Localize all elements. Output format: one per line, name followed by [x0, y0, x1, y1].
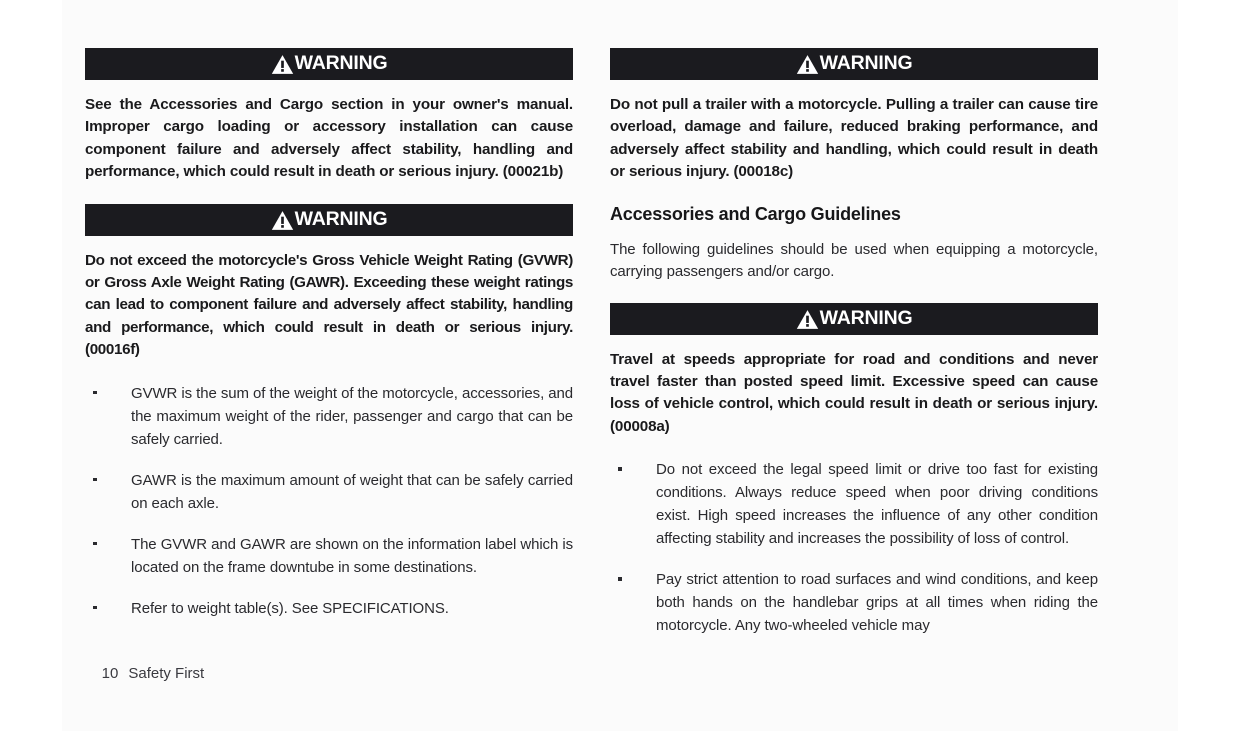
warning-triangle-icon	[271, 54, 294, 75]
warning-triangle-icon	[271, 210, 294, 231]
bullet-point-icon	[93, 542, 97, 546]
section-heading: Accessories and Cargo Guidelines	[610, 203, 901, 224]
warning-banner-label: WARNING	[819, 52, 913, 75]
list-item	[610, 458, 1098, 550]
bullet-list	[85, 382, 573, 620]
bullet-point-icon	[618, 467, 622, 471]
bullet-point-icon	[93, 391, 97, 395]
list-item	[610, 568, 1098, 637]
list-item	[85, 382, 573, 451]
bullet-list	[610, 458, 1098, 637]
list-item	[85, 469, 573, 515]
list-item-text: GVWR is the sum of the weight of the motorcycle, accessories, and the maximum weight of the rider, passenger and cargo that can be safely carried.	[131, 384, 573, 448]
document-page	[62, 0, 1178, 731]
warning-body-text: Do not exceed the motorcycle's Gross Vehicle Weight Rating (GVWR) or Gross Axle Weight Rating (GAWR). Exceeding these weight ratings can lead to component failure and adversely affect stability, handling and performance, which could result in death or serious injury. (00016f)	[85, 251, 573, 359]
list-item-text: GAWR is the maximum amount of weight that can be safely carried on each axle.	[131, 471, 573, 512]
warning-banner-inner	[271, 53, 388, 75]
warning-body-text: Do not pull a trailer with a motorcycle. Pulling a trailer can cause tire overload, damage and failure, reduced braking performance, and adversely affect stability and handling, which could result in death or serious injury. (00018c)	[610, 96, 1098, 181]
bullet-point-icon	[93, 478, 97, 482]
page-columns	[62, 0, 1178, 731]
page-footer	[85, 648, 204, 699]
list-item-text: Pay strict attention to road surfaces and wind conditions, and keep both hands on the handlebar grips at all times when riding the motorcycle. Any two-wheeled vehicle may	[656, 571, 1098, 635]
list-item-text: The GVWR and GAWR are shown on the information label which is located on the frame downtube in some destinations.	[131, 535, 573, 576]
footer-section-name: Safety First	[128, 665, 205, 682]
page-number: 10	[101, 665, 119, 682]
list-item-text: Refer to weight table(s). See SPECIFICATIONS.	[131, 599, 449, 617]
warning-banner-inner	[271, 209, 388, 231]
intro-paragraph: The following guidelines should be used when equipping a motorcycle, carrying passengers and/or cargo.	[610, 240, 1098, 280]
list-item-text: Do not exceed the legal speed limit or drive too fast for existing conditions. Always reduce speed when poor driving conditions exist. High speed increases the influence of any other condition affecting stability and increases the possibility of loss of control.	[656, 461, 1098, 548]
list-item	[85, 597, 573, 620]
warning-banner-label: WARNING	[819, 306, 913, 329]
warning-triangle-icon	[796, 54, 819, 75]
warning-banner-label: WARNING	[294, 52, 388, 75]
warning-banner-label: WARNING	[294, 207, 388, 230]
warning-banner	[85, 204, 573, 236]
warning-banner	[85, 48, 573, 80]
list-item	[85, 533, 573, 579]
right-column	[610, 48, 1098, 655]
bullet-point-icon	[93, 606, 97, 610]
warning-banner	[610, 303, 1098, 335]
left-column	[85, 48, 573, 638]
bullet-point-icon	[618, 577, 622, 581]
warning-triangle-icon	[796, 309, 819, 330]
warning-body-text: See the Accessories and Cargo section in your owner's manual. Improper cargo loading or accessory installation can cause component failure and adversely affect stability, handling and performance, which could result in death or serious injury. (00021b)	[85, 96, 573, 181]
warning-banner-inner	[796, 308, 913, 330]
warning-body-text: Travel at speeds appropriate for road and conditions and never travel faster than posted speed limit. Excessive speed can cause loss of vehicle control, which could result in death or serious injury. (00008a)	[610, 350, 1098, 435]
warning-banner-inner	[796, 53, 913, 75]
warning-banner	[610, 48, 1098, 80]
